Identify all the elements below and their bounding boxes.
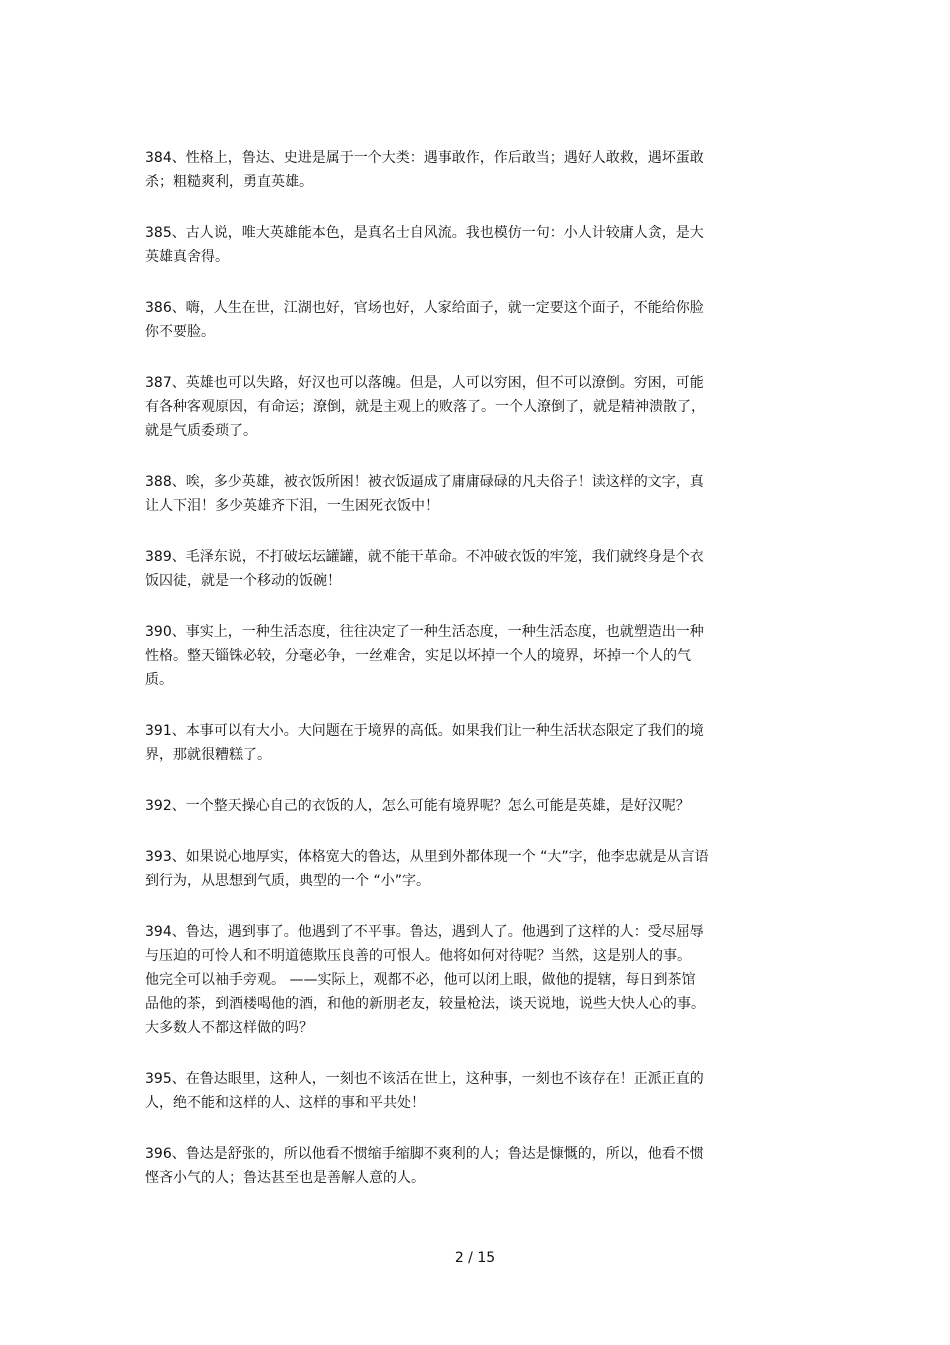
text-line: 到行为，从思想到气质，典型的一个 “小”字。 (145, 873, 430, 889)
text-line: 389、毛泽东说，不打破坛坛罐罐，就不能干革命。不冲破衣饭的牢笼，我们就终身是个衣 (145, 549, 704, 565)
paragraph (145, 794, 795, 818)
page-number: 2 / 15 (454, 1250, 496, 1266)
text-line: 品他的茶，到酒楼喝他的酒，和他的新朋老友，较量枪法，谈天说地，说些大快人心的事。 (145, 996, 705, 1012)
text-line: 让人下泪！多少英雄齐下泪，一生困死衣饭中！ (145, 498, 439, 514)
paragraph (145, 1067, 795, 1115)
paragraph (145, 1142, 795, 1190)
text-line: 390、事实上，一种生活态度，往往决定了一种生活态度，一种生活态度，也就塑造出一种 (145, 624, 704, 640)
paragraph (145, 221, 795, 269)
text-line: 393、如果说心地厚实，体格宽大的鲁达，从里到外都体现一个 “大”字，他李忠就是从言语 (145, 849, 709, 865)
paragraph (145, 371, 795, 443)
text-line: 有各种客观原因，有命运；潦倒，就是主观上的败落了。一个人潦倒了，就是精神溃散了， (145, 399, 705, 415)
text-line: 385、古人说，唯大英雄能本色，是真名士自风流。我也模仿一句：小人计较庸人贪，是大 (145, 225, 704, 241)
text-line: 你不要脸。 (145, 324, 215, 340)
text-line: 悭吝小气的人；鲁达甚至也是善解人意的人。 (145, 1170, 425, 1186)
text-line: 387、英雄也可以失路，好汉也可以落魄。但是，人可以穷困，但不可以潦倒。穷困，可能 (145, 375, 704, 391)
text-line: 人，绝不能和这样的人、这样的事和平共处！ (145, 1095, 425, 1111)
text-line: 386、嗨，人生在世，江湖也好，官场也好，人家给面子，就一定要这个面子，不能给你脸 (145, 300, 704, 316)
text-line: 395、在鲁达眼里，这种人，一刻也不该活在世上，这种事，一刻也不该存在！正派正直的 (145, 1071, 704, 1087)
text-line: 饭囚徒，就是一个移动的饭碗！ (145, 573, 341, 589)
text-line: 大多数人不都这样做的吗？ (145, 1020, 313, 1036)
text-line: 396、鲁达是舒张的，所以他看不惯缩手缩脚不爽利的人；鲁达是慷慨的，所以，他看不惯 (145, 1146, 704, 1162)
paragraph (145, 920, 795, 1040)
text-line: 394、鲁达，遇到事了。他遇到了不平事。鲁达，遇到人了。他遇到了这样的人：受尽屈辱 (145, 924, 704, 940)
text-line: 杀；粗糙爽利，勇直英雄。 (145, 174, 313, 190)
paragraph (145, 146, 795, 194)
text-line: 就是气质委琐了。 (145, 423, 257, 439)
text-line: 性格。整天锱铢必较，分毫必争，一丝难舍，实足以坏掉一个人的境界，坏掉一个人的气 (145, 648, 691, 664)
paragraph (145, 719, 795, 767)
paragraph (145, 470, 795, 518)
document-body (145, 146, 795, 1217)
text-line: 384、性格上，鲁达、史进是属于一个大类：遇事敢作，作后敢当；遇好人敢救，遇坏蛋敢 (145, 150, 704, 166)
text-line: 388、唉，多少英雄，被衣饭所困！被衣饭逼成了庸庸碌碌的凡夫俗子！读这样的文字，真 (145, 474, 704, 490)
text-line: 英雄真舍得。 (145, 249, 229, 265)
paragraph (145, 620, 795, 692)
paragraph (145, 545, 795, 593)
text-line: 与压迫的可怜人和不明道德欺压良善的可恨人。他将如何对待呢？当然，这是别人的事。 (145, 948, 691, 964)
text-line: 391、本事可以有大小。大问题在于境界的高低。如果我们让一种生活状态限定了我们的境 (145, 723, 704, 739)
paragraph (145, 845, 795, 893)
text-line: 界，那就很糟糕了。 (145, 747, 271, 763)
text-line: 质。 (145, 672, 173, 688)
paragraph (145, 296, 795, 344)
text-line: 他完全可以袖手旁观。 ——实际上，观都不必，他可以闭上眼，做他的提辖，每日到茶馆 (145, 972, 696, 988)
text-line: 392、一个整天操心自己的衣饭的人，怎么可能有境界呢？怎么可能是英雄，是好汉呢？ (145, 798, 690, 814)
